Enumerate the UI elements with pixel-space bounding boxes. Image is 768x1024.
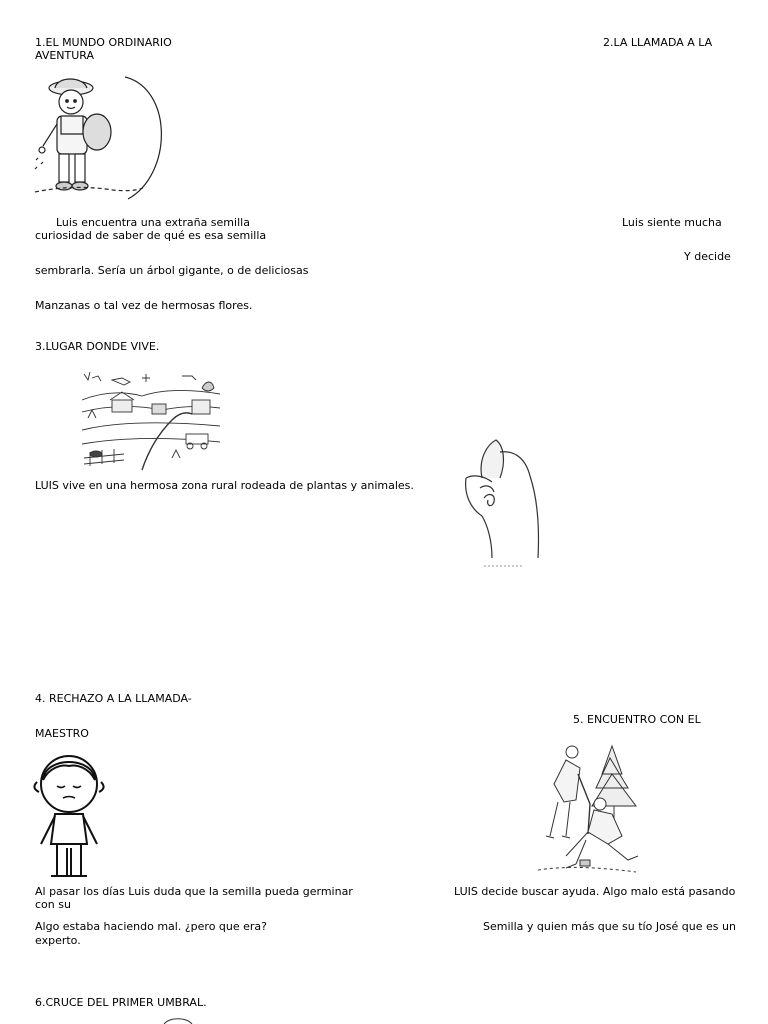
rural-landscape-illustration [82, 370, 220, 472]
hand-holding-seed-illustration [462, 438, 547, 573]
partial-illustration-edge [160, 1016, 200, 1024]
text-tio-jose: Semilla y quien más que su tío José que es un [483, 920, 736, 933]
heading-mundo-ordinario: 1.EL MUNDO ORDINARIO [35, 36, 172, 49]
text-haciendo-mal: Algo estaba haciendo mal. ¿pero que era? [35, 920, 268, 933]
text-siente-mucha: Luis siente mucha [622, 216, 722, 229]
heading-cruce-umbral: 6.CRUCE DEL PRIMER UMBRAL. [35, 996, 207, 1009]
heading-rechazo-llamada: 4. RECHAZO A LA LLAMADA- [35, 692, 192, 705]
heading-maestro: MAESTRO [35, 727, 89, 740]
heading-lugar-donde-vive: 3.LUGAR DONDE VIVE. [35, 340, 160, 353]
text-zona-rural: LUIS vive en una hermosa zona rural rodeada de plantas y animales. [35, 479, 414, 492]
text-y-decide: Y decide [684, 250, 731, 263]
heading-aventura: AVENTURA [35, 49, 95, 62]
sad-boy-illustration [33, 752, 105, 880]
text-con-su: con su [35, 898, 71, 911]
text-experto: experto. [35, 934, 81, 947]
heading-llamada: 2.LA LLAMADA A LA [603, 36, 713, 49]
text-sembrarla: sembrarla. Sería un árbol gigante, o de deliciosas [35, 264, 309, 277]
uncle-and-boy-gardening-illustration [536, 744, 646, 879]
text-pasar-los-dias: Al pasar los días Luis duda que la semilla pueda germinar [35, 885, 353, 898]
text-buscar-ayuda: LUIS decide buscar ayuda. Algo malo está pasando [454, 885, 736, 898]
text-encuentra-semilla: Luis encuentra una extraña semilla [56, 216, 250, 229]
text-manzanas: Manzanas o tal vez de hermosas flores. [35, 299, 253, 312]
farmer-boy-illustration [33, 74, 168, 209]
heading-encuentro-maestro: 5. ENCUENTRO CON EL [573, 713, 701, 726]
text-curiosidad: curiosidad de saber de qué es esa semilla [35, 229, 267, 242]
